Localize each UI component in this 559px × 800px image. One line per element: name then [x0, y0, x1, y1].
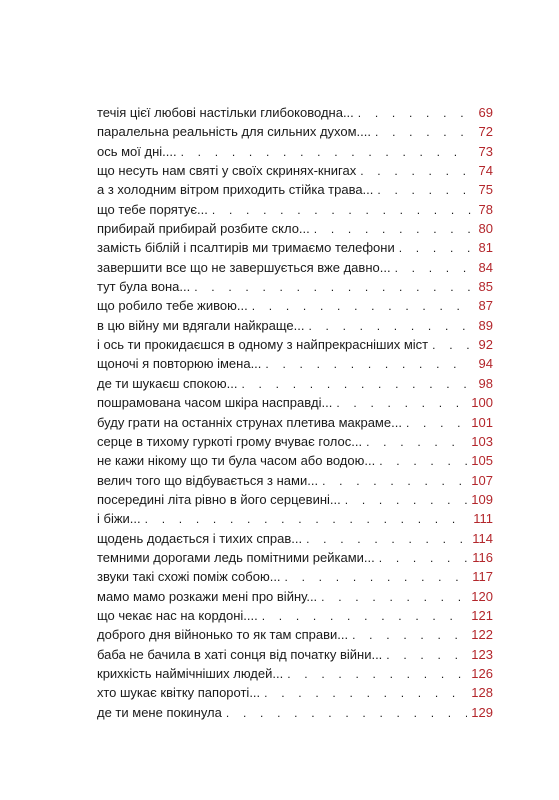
toc-entry [97, 221, 493, 240]
toc-entry-title: серце в тихому гуркоті грому вчуває голос... [97, 433, 363, 449]
toc-dot-leader [314, 222, 471, 236]
toc-entry-title: що тебе порятує... [97, 201, 208, 217]
toc-entry [97, 647, 493, 666]
toc-entry-page-number: 122 [471, 627, 493, 643]
toc-entry [97, 202, 493, 221]
toc-dot-leader [386, 648, 467, 662]
toc-entry [97, 163, 493, 182]
toc-dot-leader [252, 299, 471, 313]
toc-entry-page-number: 81 [478, 240, 493, 256]
toc-entry [97, 182, 493, 201]
toc-entry-page-number: 74 [478, 163, 493, 179]
toc-entry [97, 492, 493, 511]
toc-entry-title: ось мої дні.... [97, 143, 177, 159]
toc-entry-title: де ти шукаєш спокою... [97, 375, 238, 391]
toc-entry-title: темними дорогами ледь помітними рейками... [97, 549, 375, 565]
toc-dot-leader [287, 667, 467, 681]
toc-dot-leader [375, 125, 471, 139]
toc-entry-page-number: 101 [471, 414, 493, 430]
toc-dot-leader [358, 106, 471, 120]
toc-entry-page-number: 123 [471, 646, 493, 662]
toc-entry-title: що чекає нас на кордоні.... [97, 607, 258, 623]
toc-entry [97, 279, 493, 298]
toc-entry-page-number: 103 [471, 433, 493, 449]
toc-entry-page-number: 84 [478, 259, 493, 275]
toc-entry-page-number: 129 [471, 704, 493, 720]
toc-entry [97, 337, 493, 356]
toc-entry-page-number: 85 [478, 279, 493, 295]
toc-dot-leader [345, 493, 468, 507]
toc-entry-page-number: 72 [478, 124, 493, 140]
toc-entry-page-number: 117 [472, 569, 493, 585]
toc-entry-page-number: 121 [471, 607, 493, 623]
toc-entry-title: замість біблій і псалтирів ми тримаємо телефони [97, 240, 395, 256]
toc-dot-leader [262, 609, 468, 623]
toc-entry-title: де ти мене покинула [97, 704, 222, 720]
toc-entry-title: що несуть нам святі у своїх скринях-книгах [97, 163, 357, 179]
toc-entry-title: тут була вона... [97, 279, 191, 295]
toc-dot-leader [194, 280, 471, 294]
toc-dot-leader [395, 261, 471, 275]
toc-dot-leader [406, 416, 467, 430]
toc-entry-title: і біжи... [97, 511, 141, 527]
toc-entry-page-number: 69 [478, 105, 493, 120]
toc-dot-leader [360, 164, 471, 178]
toc-dot-leader [212, 203, 471, 217]
toc-entry-page-number: 105 [471, 453, 493, 469]
toc-entry-page-number: 75 [478, 182, 493, 198]
toc-entry-title: пошрамована часом шкіра насправді... [97, 395, 333, 411]
toc-entry-title: і ось ти прокидаєшся в одному з найпрекрасніших міст [97, 337, 429, 353]
toc-entry [97, 124, 493, 143]
toc-entry [97, 685, 493, 704]
toc-entry-title: не кажи нікому що ти була часом або водою... [97, 453, 376, 469]
toc-entry [97, 260, 493, 279]
toc-entry [97, 511, 493, 530]
toc-dot-leader [366, 435, 467, 449]
toc-entry-title: посередині літа рівно в його серцевині... [97, 491, 341, 507]
toc-entry-title: мамо мамо розкажи мені про війну... [97, 588, 318, 604]
toc-entry-page-number: 126 [471, 665, 493, 681]
toc-entry-page-number: 73 [478, 143, 493, 159]
toc-entry-title: паралельна реальність для сильних духом.... [97, 124, 371, 140]
toc-dot-leader [145, 512, 470, 526]
toc-entry [97, 453, 493, 472]
toc-entry [97, 705, 493, 724]
toc-entry-title: завершити все що не завершується вже давно... [97, 259, 391, 275]
toc-dot-leader [306, 532, 468, 546]
toc-entry-page-number: 87 [478, 298, 493, 314]
toc-entry-title: що робило тебе живою... [97, 298, 248, 314]
toc-entry [97, 395, 493, 414]
toc-entry-title: хто шукає квітку папороті... [97, 685, 261, 701]
toc-entry-title: течія цієї любові настільки глибоководна... [97, 105, 354, 120]
toc-entry [97, 105, 493, 124]
toc-dot-leader [379, 454, 467, 468]
toc-entry-page-number: 94 [478, 356, 493, 372]
toc-entry-page-number: 109 [471, 491, 493, 507]
toc-entry-title: а з холодним вітром приходить стійка трава... [97, 182, 374, 198]
toc-dot-leader [265, 357, 471, 371]
toc-entry-page-number: 98 [478, 375, 493, 391]
toc-entry [97, 434, 493, 453]
toc-entry [97, 473, 493, 492]
toc-entry-title: доброго дня війнонько то як там справи... [97, 627, 349, 643]
toc-entry-page-number: 111 [473, 511, 493, 527]
toc-entry-title: велич того що відбувається з нами... [97, 472, 319, 488]
toc-entry [97, 376, 493, 395]
toc-entry-page-number: 78 [478, 201, 493, 217]
toc-entry [97, 531, 493, 550]
toc-dot-leader [285, 570, 469, 584]
toc-dot-leader [226, 706, 467, 720]
toc-dot-leader [379, 551, 469, 565]
toc-dot-leader [308, 319, 471, 333]
toc-dot-leader [432, 338, 471, 352]
toc-entry [97, 415, 493, 434]
toc-entry-page-number: 128 [471, 685, 493, 701]
toc-entry [97, 144, 493, 163]
toc-entry-title: прибирай прибирай розбите скло... [97, 221, 310, 237]
toc-dot-leader [322, 474, 467, 488]
toc-entry [97, 356, 493, 375]
toc-entry-page-number: 92 [478, 337, 493, 353]
toc-entry [97, 550, 493, 569]
toc-entry-title: в цю війну ми вдягали найкраще... [97, 317, 305, 333]
toc-entry-page-number: 80 [478, 221, 493, 237]
toc-entry [97, 240, 493, 259]
toc-entry-page-number: 89 [478, 317, 493, 333]
toc-entry-title: буду грати на останніх струнах плетива макраме... [97, 414, 402, 430]
toc-dot-leader [241, 377, 471, 391]
toc-entry-title: щоночі я повторюю імена... [97, 356, 262, 372]
toc-entry-title: крихкість наймічніших людей... [97, 665, 284, 681]
toc-entry [97, 589, 493, 608]
toc-dot-leader [181, 145, 471, 159]
toc-entry [97, 298, 493, 317]
toc-dot-leader [336, 396, 467, 410]
toc-entry-title: щодень додається і тихих справ... [97, 530, 303, 546]
toc-entry [97, 666, 493, 685]
toc-dot-leader [399, 241, 471, 255]
toc-entry-title: баба не бачила в хаті сонця від початку війни... [97, 646, 383, 662]
toc-entry-title: звуки такі схожі поміж собою... [97, 569, 281, 585]
toc-dot-leader [352, 628, 467, 642]
toc-entry [97, 608, 493, 627]
toc-entry-page-number: 100 [471, 395, 493, 411]
toc-dot-leader [321, 590, 467, 604]
toc-entry-page-number: 116 [472, 549, 493, 565]
table-of-contents [97, 105, 493, 724]
toc-entry [97, 318, 493, 337]
toc-entry-page-number: 114 [472, 530, 493, 546]
toc-entry [97, 569, 493, 588]
toc-entry-page-number: 120 [471, 588, 493, 604]
toc-dot-leader [377, 183, 471, 197]
toc-entry [97, 627, 493, 646]
toc-entry-page-number: 107 [471, 472, 493, 488]
toc-dot-leader [264, 686, 467, 700]
